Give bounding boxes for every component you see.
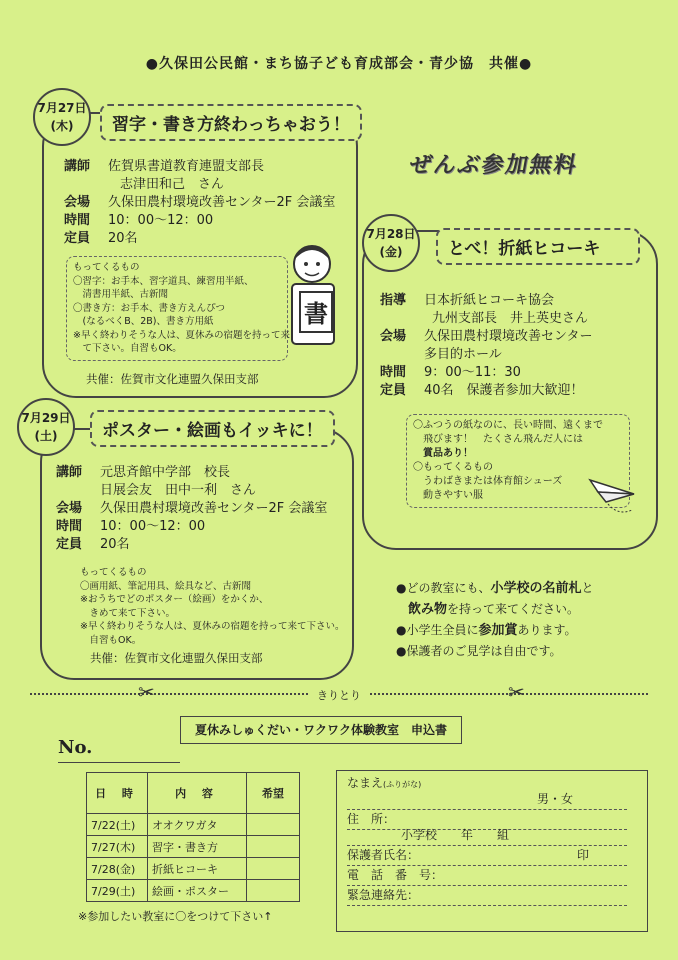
- school-field[interactable]: 小学校 年 組: [401, 828, 510, 842]
- emergency-label: 緊急連絡先：: [347, 888, 420, 902]
- schedule-table: [86, 772, 300, 902]
- sign-character: 書: [304, 300, 328, 328]
- emergency-line[interactable]: [347, 905, 627, 906]
- scissors-icon: ✂: [508, 680, 525, 704]
- note-item: ●小学生全員に参加賞あります。: [396, 623, 577, 638]
- capacity: 20名: [108, 231, 138, 246]
- event-day: (金): [379, 245, 403, 259]
- event-host-0727: 共催：佐賀市文化連盟久保田支部: [86, 372, 259, 386]
- event-day: (木): [50, 119, 74, 133]
- footnote: ※参加したい教室に〇をつけて下さい↑: [78, 910, 273, 923]
- row-content: オオクワガタ: [148, 814, 247, 836]
- calligraphy-boy-illustration: [282, 240, 348, 348]
- row-date: 7/27(木): [87, 836, 148, 858]
- general-notes: [396, 578, 594, 662]
- table-row: [87, 880, 300, 902]
- row-date: 7/28(金): [87, 858, 148, 880]
- capacity: 40名 保護者参加大歓迎！: [424, 383, 584, 398]
- row-content: 絵画・ポスター: [148, 880, 247, 902]
- venue: 久保田農村環境改善センター2F 会議室: [100, 501, 328, 516]
- capacity-label: 定員: [380, 383, 407, 398]
- event-info-0727: [64, 158, 335, 248]
- bring-line: (なるべくB、2B)、書き方用紙: [73, 316, 214, 327]
- event-date: 7月28日: [366, 227, 416, 241]
- note-line: 飛びます！ たくさん飛んだ人には: [413, 434, 583, 445]
- event-day: (土): [34, 429, 58, 443]
- note-line: うわばきまたは体育館シューズ: [413, 476, 563, 487]
- guardian-label: 保護者氏名：: [347, 848, 420, 862]
- bring-line: 自習もOK。: [80, 634, 142, 646]
- wish-checkbox[interactable]: [247, 814, 300, 836]
- bring-list-0727: [66, 256, 288, 361]
- time-label: 時間: [380, 365, 407, 380]
- bring-line: 清書用半紙、古新聞: [73, 289, 169, 300]
- row-content: 折紙ヒコーキ: [148, 858, 247, 880]
- table-row: [87, 836, 300, 858]
- instructor-name: 九州支部長 井上英史さん: [432, 311, 589, 326]
- venue-label: 会場: [380, 329, 407, 344]
- number-label: No.: [58, 737, 93, 758]
- note-item: ●どの教室にも、小学校の名前札と: [396, 581, 594, 596]
- row-date: 7/29(土): [87, 880, 148, 902]
- venue-sub: 多目的ホール: [424, 347, 502, 362]
- bring-line: きめて来て下さい。: [80, 607, 176, 619]
- wish-checkbox[interactable]: [247, 836, 300, 858]
- date-circle-0728: [362, 214, 420, 272]
- bring-line: ※早く終わりそうな人は、夏休みの宿題を持って来: [73, 329, 290, 341]
- address-label: 住 所：: [347, 812, 396, 826]
- capacity-label: 定員: [56, 537, 83, 552]
- bring-title: もってくるもの: [73, 262, 140, 273]
- event-title-0728: とべ！折紙ヒコーキ: [436, 228, 640, 265]
- free-banner: ぜんぶ参加無料: [407, 153, 580, 178]
- capacity: 20名: [100, 537, 130, 552]
- row-date: 7/22(土): [87, 814, 148, 836]
- cut-label: きりとり: [0, 687, 678, 703]
- venue-label: 会場: [64, 195, 91, 210]
- event-host-0729: 共催：佐賀市文化連盟久保田支部: [90, 651, 263, 665]
- row-content: 習字・書き方: [148, 836, 247, 858]
- phone-label: 電 話 番 号：: [347, 868, 444, 882]
- note-line: 賞品あり！: [413, 448, 473, 459]
- instructor-org: 佐賀県書道教育連盟支部長: [108, 159, 265, 174]
- bring-line: 〇画用紙、筆記用具、絵具など、古新聞: [80, 580, 252, 592]
- table-header-date: 日 時: [87, 773, 148, 814]
- table-row: [87, 814, 300, 836]
- event-date: 7月29日: [21, 411, 71, 425]
- event-title-0729: ポスター・絵画もイッキに！: [90, 410, 335, 447]
- time: 10：00～12：00: [100, 519, 206, 534]
- bring-list-0729: [80, 566, 344, 647]
- instructor-org: 元思斉館中学部 校長: [100, 465, 231, 480]
- time: 10：00～12：00: [108, 213, 214, 228]
- venue-label: 会場: [56, 501, 83, 516]
- name-field-label: なまえ(ふりがな): [347, 776, 422, 790]
- instructor-label: 指導: [380, 293, 407, 308]
- note-line: 〇ふつうの紙なのに、長い時間、遠くまで: [413, 420, 603, 431]
- note-line: 動きやすい服: [413, 490, 483, 501]
- registration-box: [336, 770, 648, 932]
- table-header-wish: 希望: [247, 773, 300, 814]
- venue: 久保田農村環境改善センター: [424, 329, 593, 344]
- scissors-icon: ✂: [138, 680, 155, 704]
- table-row: [87, 858, 300, 880]
- sponsor-line: ●久保田公民館・まち協子ども育成部会・青少協 共催●: [145, 56, 533, 72]
- capacity-label: 定員: [64, 231, 91, 246]
- instructor-org: 日本折紙ヒコーキ協会: [424, 293, 555, 308]
- bring-line: て下さい。自習もOK。: [73, 343, 182, 354]
- event-info-0729: [56, 464, 327, 554]
- date-circle-0727: [33, 88, 91, 146]
- event-title-0727: 習字・書き方終わっちゃおう！: [100, 104, 362, 141]
- form-title: 夏休みしゅくだい・ワクワク体験教室 申込書: [180, 716, 462, 744]
- time-label: 時間: [64, 213, 91, 228]
- bring-title: もってくるもの: [80, 567, 147, 578]
- wish-checkbox[interactable]: [247, 858, 300, 880]
- bring-line: 〇書き方：お手本、書き方えんぴつ: [73, 302, 226, 314]
- instructor-label: 講師: [64, 159, 91, 174]
- instructor-name: 志津田和己 さん: [120, 177, 225, 192]
- table-header-content: 内 容: [148, 773, 247, 814]
- instructor-name: 日展会友 田中一利 さん: [100, 483, 257, 498]
- time-label: 時間: [56, 519, 83, 534]
- date-circle-0729: [17, 398, 75, 456]
- wish-checkbox[interactable]: [247, 880, 300, 902]
- event-date: 7月27日: [37, 101, 87, 115]
- time: 9：00～11：30: [424, 365, 521, 380]
- bring-line: ※おうちでどのポスター（絵画）をかくか、: [80, 594, 269, 605]
- gender-field[interactable]: 男・女: [537, 792, 574, 806]
- number-underline: [58, 762, 180, 763]
- instructor-label: 講師: [56, 465, 83, 480]
- note-item: 飲み物を持って来てください。: [408, 602, 580, 617]
- bring-line: 〇習字：お手本、習字道具、練習用半紙、: [73, 275, 254, 287]
- note-item: ●保護者のご見学は自由です。: [396, 644, 562, 658]
- note-line: 〇もってくるもの: [413, 462, 493, 473]
- venue: 久保田農村環境改善センター2F 会議室: [108, 195, 336, 210]
- event-info-0728: [380, 292, 592, 400]
- bring-line: ※早く終わりそうな人は、夏休みの宿題を持って来て下さい。: [80, 621, 345, 632]
- seal-mark: 印: [577, 848, 590, 862]
- paper-airplane-icon: [588, 472, 638, 520]
